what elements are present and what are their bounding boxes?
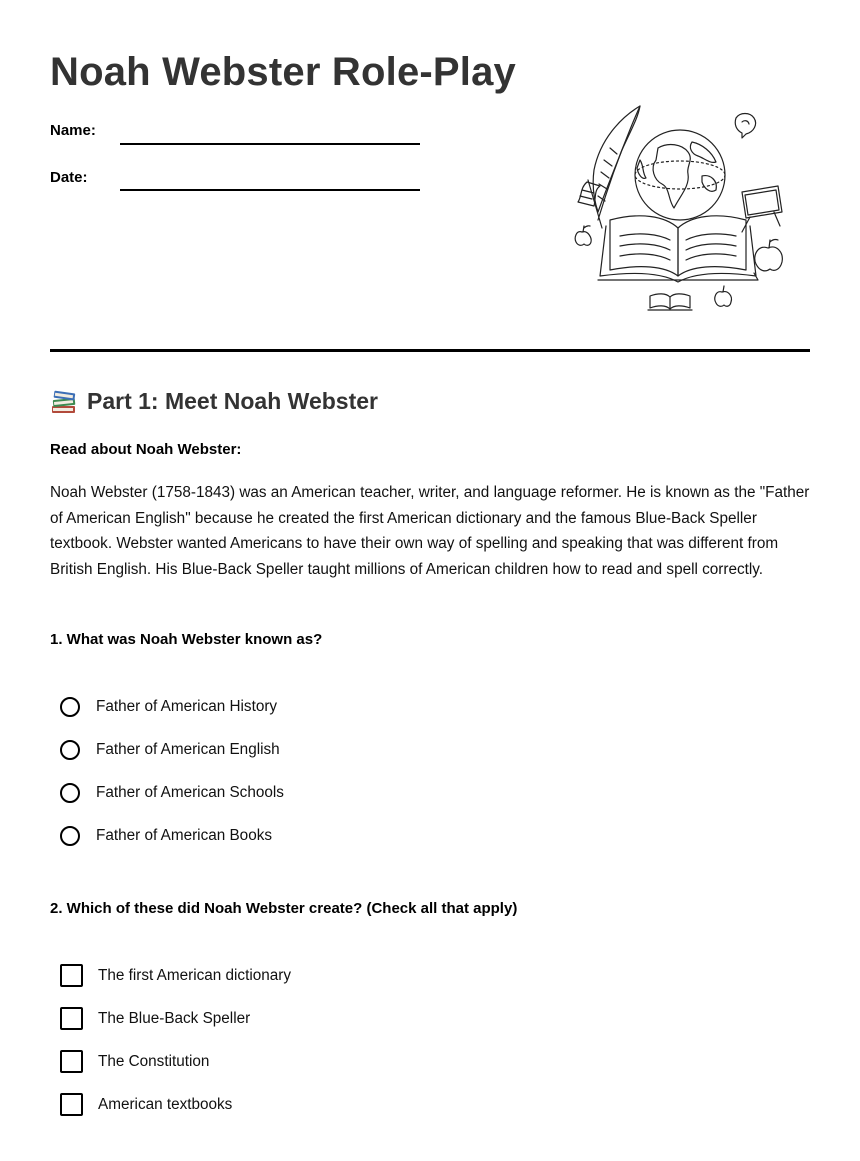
question-2-option[interactable] [60,1050,209,1073]
reading-subheading: Read about Noah Webster: [50,441,242,458]
name-field[interactable] [120,143,420,145]
globe-icon [635,130,725,220]
checkbox[interactable] [60,1007,83,1030]
page-title: Noah Webster Role-Play [50,50,517,94]
option-label: American textbooks [98,1095,233,1113]
radio-button[interactable] [60,783,80,803]
quill-icon [593,106,640,220]
question-2: 2. Which of these did Noah Webster create? (Check all that apply) [50,900,518,917]
question-1: 1. What was Noah Webster known as? [50,631,323,648]
chalkboard-icon [742,186,782,232]
radio-button[interactable] [60,697,80,717]
section-divider [50,349,810,352]
question-2-option[interactable] [60,964,291,987]
checkbox[interactable] [60,1093,83,1116]
date-label: Date: [50,169,88,186]
question-2-option[interactable] [60,1093,232,1116]
question-1-option[interactable] [60,826,272,846]
question-1-option[interactable] [60,697,277,717]
apple-icon [715,286,732,306]
small-book-icon [648,294,692,310]
section-heading [50,388,378,415]
date-field[interactable] [120,189,420,191]
radio-button[interactable] [60,826,80,846]
radio-button[interactable] [60,740,80,760]
option-label: The Constitution [98,1052,210,1070]
option-label: The Blue-Back Speller [98,1009,251,1027]
question-1-option[interactable] [60,740,280,760]
apple-icon [575,226,591,245]
option-label: Father of American Books [96,827,272,844]
question-2-option[interactable] [60,1007,250,1030]
section-title: Part 1: Meet Noah Webster [87,388,378,414]
checkbox[interactable] [60,964,83,987]
option-label: Father of American History [96,698,278,715]
reading-passage: Noah Webster (1758-1843) was an American teacher, writer, and language reformer. He is known as the "Father of American English" because he created the first American dictionary and the famous Blue-Back Speller textbook. Webster wanted Americans to have their own way of spelling and speaking that was different from British English. His Blue-Back Speller taught millions of American children how to read and spell correctly. [50,484,810,578]
option-label: The first American dictionary [98,966,291,984]
open-book-icon [598,216,758,282]
name-label: Name: [50,122,96,139]
doodle-icon [735,114,755,139]
books-icon [50,389,77,415]
option-label: Father of American English [96,741,280,758]
flag-icon [578,180,602,228]
education-illustration-icon [570,100,790,315]
checkbox[interactable] [60,1050,83,1073]
apple-icon [755,240,783,271]
option-label: Father of American Schools [96,784,284,801]
question-1-option[interactable] [60,783,284,803]
